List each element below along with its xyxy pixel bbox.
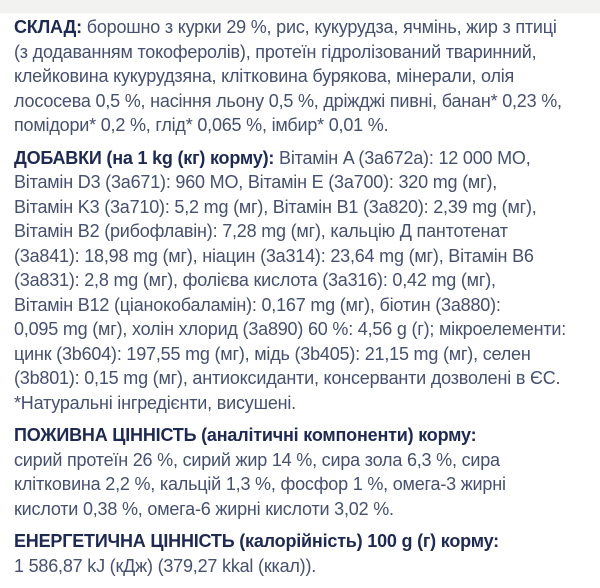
additives-line: Вітамін B12 (ціанокобаламін): 0,167 mg (мг), біотин (3a880): xyxy=(14,294,501,315)
additives-line: цинк (3b604): 197,55 mg (мг), мідь (3b405): 21,15 mg (мг), селен xyxy=(14,343,531,364)
nutrition-line: клітковина 2,2 %, кальцій 1,3 %, фосфор 1 %, омега-3 жирні xyxy=(14,474,506,494)
additives-line: (3b801): 0,15 mg (мг), антиоксиданти, консерванти дозволені в ЄС. xyxy=(14,368,561,388)
energy-value: 1 586,87 kJ (кДж) (379,27 kkal (ккал)). xyxy=(14,555,317,576)
section-additives xyxy=(14,146,594,416)
nutrition-line: кислоти 0,38 %, омега-6 жирні кислоти 3,02 %. xyxy=(14,498,394,519)
additives-line: Вітамін D3 (3a671): 960 МО, Вітамін E (3a700): 320 mg (мг), xyxy=(14,172,498,192)
composition-line: помідори* 0,2 %, глід* 0,065 %, імбир* 0,01 %. xyxy=(14,115,389,135)
additives-heading: ДОБАВКИ (на 1 kg (кг) корму): xyxy=(14,147,275,168)
composition-heading: СКЛАД: xyxy=(14,17,82,37)
composition-line: клейковина кукурудзяна, клітковина бурякова, мінерали, олія xyxy=(14,66,515,86)
nutrition-heading: ПОЖИВНА ЦІННІСТЬ (аналітичні компоненти) корму: xyxy=(14,425,477,445)
additives-first-line xyxy=(14,146,594,171)
composition-line: лососева 0,5 %, насіння льону 0,5 %, дріжджі пивні, банан* 0,23 %, xyxy=(14,90,562,111)
additives-line: Вітамін B2 (рибофлавін): 7,28 mg (мг), кальцію Д пантотенат xyxy=(14,221,508,241)
additives-line: (3a841): 18,98 mg (мг), ніацин (3a314): 23,64 mg (мг), Вітамін B6 xyxy=(14,245,534,266)
additives-line: 0,095 mg (мг), холін хлорид (3a890) 60 %: 4,56 g (г); мікроелементи: xyxy=(14,319,567,339)
energy-heading: ЕНЕРГЕТИЧНА ЦІННІСТЬ (калорійність) 100 g (г) корму: xyxy=(14,531,499,551)
additives-footnote: *Натуральні інгредієнти, висушені. xyxy=(14,392,296,413)
composition-first-line xyxy=(14,15,594,40)
section-nutrition xyxy=(14,423,594,521)
composition-line: (з додаванням токоферолів), протеїн гідролізований тваринний, xyxy=(14,41,537,62)
section-composition xyxy=(14,15,594,138)
section-energy xyxy=(14,529,594,578)
additives-first-line-text: Вітамін A (3a672a): 12 000 МО, xyxy=(279,147,531,168)
composition-first-line-text: борошно з курки 29 %, рис, кукурудза, ячмінь, жир з птиці xyxy=(86,17,557,37)
scan-edge-top xyxy=(0,0,600,14)
additives-line: (3a831): 2,8 mg (мг), фолієва кислота (3a316): 0,42 mg (мг), xyxy=(14,270,496,290)
nutrition-line: сирий протеїн 26 %, сирий жир 14 %, сира зола 6,3 %, сира xyxy=(14,449,500,470)
additives-line: Вітамін K3 (3a710): 5,2 mg (мг), Вітамін B1 (3a820): 2,39 mg (мг), xyxy=(14,196,537,217)
